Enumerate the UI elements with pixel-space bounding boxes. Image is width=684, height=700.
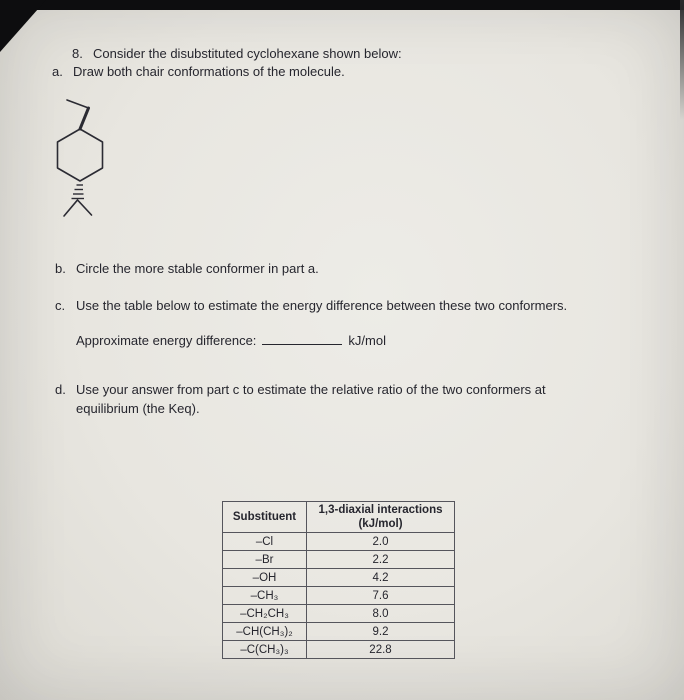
energy-difference-unit: kJ/mol: [348, 333, 386, 348]
substituent-cell: –Br: [223, 551, 307, 569]
part-c: [55, 296, 567, 315]
part-d-text-line1: Use your answer from part c to estimate the relative ratio of the two conformers at: [76, 382, 546, 397]
diaxial-interactions-table: [222, 501, 455, 659]
table-row: [223, 587, 455, 605]
part-c-text: Use the table below to estimate the energy difference between these two conformers.: [76, 298, 568, 313]
part-a-label: a.: [52, 64, 63, 79]
part-b: [55, 259, 319, 278]
part-a-text: Draw both chair conformations of the molecule.: [73, 64, 345, 79]
part-a: [52, 62, 345, 81]
question-number: 8.: [72, 46, 83, 61]
table-row: [223, 533, 455, 551]
value-cell: 9.2: [307, 623, 455, 641]
value-cell: 7.6: [307, 587, 455, 605]
header-interactions-line1: 1,3-diaxial interactions: [318, 504, 443, 516]
header-substituent: Substituent: [223, 502, 307, 533]
part-d-text-line2: equilibrium (the Keq).: [76, 401, 200, 416]
answer-blank: [262, 332, 342, 345]
cyclohexane-ring: [58, 129, 103, 181]
isopropyl-group: [64, 200, 92, 216]
photo-edge-right: [680, 0, 684, 120]
question-8: [72, 44, 402, 63]
header-interactions: [307, 502, 455, 533]
part-b-label: b.: [55, 261, 66, 276]
value-cell: 2.0: [307, 533, 455, 551]
hashed-bond: [72, 185, 85, 199]
value-cell: 22.8: [307, 641, 455, 659]
ethyl-terminal-bond: [67, 100, 89, 108]
part-c-label: c.: [55, 298, 66, 313]
table-row: [223, 551, 455, 569]
substituent-cell: –CH(CH₃)₂: [223, 623, 307, 641]
question-intro: Consider the disubstituted cyclohexane shown below:: [93, 46, 402, 61]
table-row: [223, 623, 455, 641]
cyclohexane-structure: [42, 93, 152, 228]
part-b-text: Circle the more stable conformer in part a.: [76, 261, 319, 276]
substituent-cell: –CH₃: [223, 587, 307, 605]
substituent-cell: –C(CH₃)₃: [223, 641, 307, 659]
part-d-label: d.: [55, 382, 66, 397]
table-row: [223, 605, 455, 623]
header-interactions-line2: (kJ/mol): [358, 518, 403, 530]
wedge-bond: [80, 108, 89, 129]
value-cell: 2.2: [307, 551, 455, 569]
energy-difference-label: Approximate energy difference:: [76, 333, 257, 348]
table-row: [223, 641, 455, 659]
substituent-cell: –Cl: [223, 533, 307, 551]
table-body: [223, 533, 455, 659]
substituent-cell: –CH₂CH₃: [223, 605, 307, 623]
part-d: [55, 380, 615, 418]
table-header-row: [223, 502, 455, 533]
table-row: [223, 569, 455, 587]
energy-difference-line: [76, 331, 386, 350]
value-cell: 4.2: [307, 569, 455, 587]
value-cell: 8.0: [307, 605, 455, 623]
photo-edge-top: [0, 0, 684, 10]
substituent-cell: –OH: [223, 569, 307, 587]
